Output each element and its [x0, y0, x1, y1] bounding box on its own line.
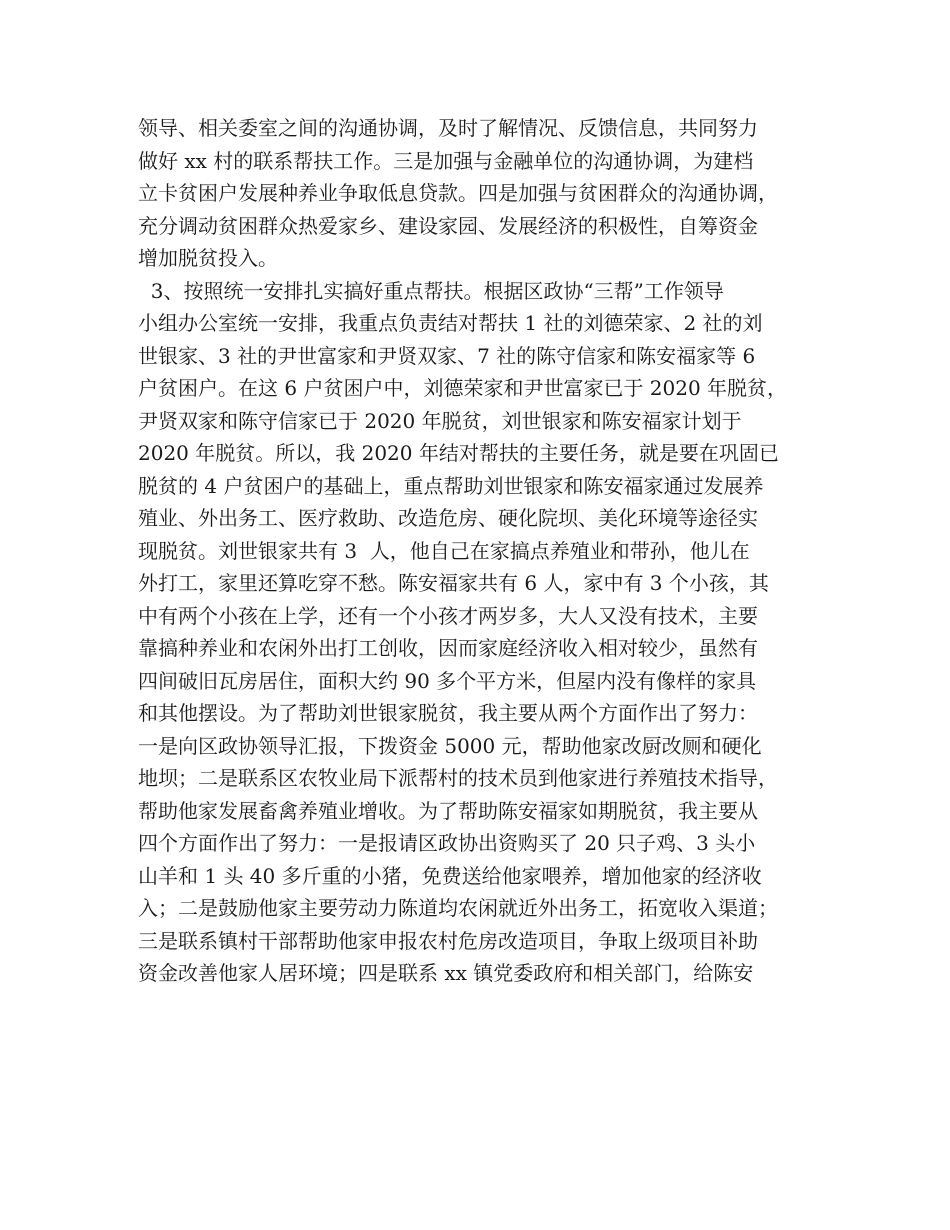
text-line: 靠搞种养业和农闲外出打工创收，因而家庭经济收入相对较少，虽然有 [138, 636, 758, 660]
text-line: 中有两个小孩在上学，还有一个小孩才两岁多，大人又没有技术，主要 [138, 603, 758, 628]
paragraph-1 [138, 112, 828, 275]
text-line: 增加脱贫投入。 [138, 246, 278, 270]
text-line: 资金改善他家人居环境；四是联系 xx 镇党委政府和相关部门，给陈安 [138, 961, 754, 985]
text-line: 四间破旧瓦房居住，面积大约 90 多个平方米，但屋内没有像样的家具 [138, 668, 757, 693]
text-line: 四个方面作出了努力：一是报请区政协出资购买了 20 只子鸡、3 头小 [138, 831, 756, 855]
text-line: 脱贫的 4 户贫困户的基础上，重点帮助刘世银家和陈安福家通过发展养 [138, 473, 764, 498]
text-line: 外打工，家里还算吃穿不愁。陈安福家共有 6 人，家中有 3 个小孩，其 [138, 571, 769, 595]
text-line: 殖业、外出务工、医疗救助、改造危房、硬化院坝、美化环境等途径实 [138, 506, 758, 530]
text-line: 做好 xx 村的联系帮扶工作。三是加强与金融单位的沟通协调，为建档 [138, 148, 754, 173]
text-line: 户贫困户。在这 6 户贫困户中，刘德荣家和尹世富家已于 2020 年脱贫， [138, 376, 788, 400]
text-line: 2020 年脱贫。所以，我 2020 年结对帮扶的主要任务，就是要在巩固已 [138, 441, 779, 465]
text-line: 三是联系镇村干部帮助他家申报农村危房改造项目，争取上级项目补助 [138, 928, 758, 953]
text-line: 和其他摆设。为了帮助刘世银家脱贫，我主要从两个方面作出了努力： [138, 701, 758, 725]
text-line: 山羊和 1 头 40 多斤重的小猪，免费送给他家喂养，增加他家的经济收 [138, 863, 762, 888]
text-line: 充分调动贫困群众热爱家乡、建设家园、发展经济的积极性，自筹资金 [138, 213, 758, 238]
text-line: 世银家、3 社的尹世富家和尹贤双家、7 社的陈守信家和陈安福家等 6 [138, 343, 756, 368]
paragraph-2 [138, 275, 828, 990]
text-line: 领导、相关委室之间的沟通协调，及时了解情况、反馈信息，共同努力 [138, 116, 758, 140]
text-line: 现脱贫。刘世银家共有 3 人，他自己在家搞点养殖业和带孙，他儿在 [138, 538, 750, 563]
body-text [138, 112, 828, 990]
text-line: 小组办公室统一安排，我重点负责结对帮扶 1 社的刘德荣家、2 社的刘 [138, 311, 763, 335]
text-line: 帮助他家发展畜禽养殖业增收。为了帮助陈安福家如期脱贫，我主要从 [138, 798, 758, 823]
text-line: 一是向区政协领导汇报，下拨资金 5000 元，帮助他家改厨改厕和硬化 [138, 733, 762, 758]
text-line: 入；二是鼓励他家主要劳动力陈道均农闲就近外出务工，拓宽收入渠道； [138, 896, 778, 920]
text-line: 尹贤双家和陈守信家已于 2020 年脱贫，刘世银家和陈安福家计划于 [138, 408, 742, 433]
text-line: 地坝；二是联系区农牧业局下派帮村的技术员到他家进行养殖技术指导， [138, 766, 778, 790]
text-line: 3、按照统一安排扎实搞好重点帮扶。根据区政协“三帮”工作领导 [138, 278, 724, 303]
text-line: 立卡贫困户发展种养业争取低息贷款。四是加强与贫困群众的沟通协调， [138, 181, 778, 205]
